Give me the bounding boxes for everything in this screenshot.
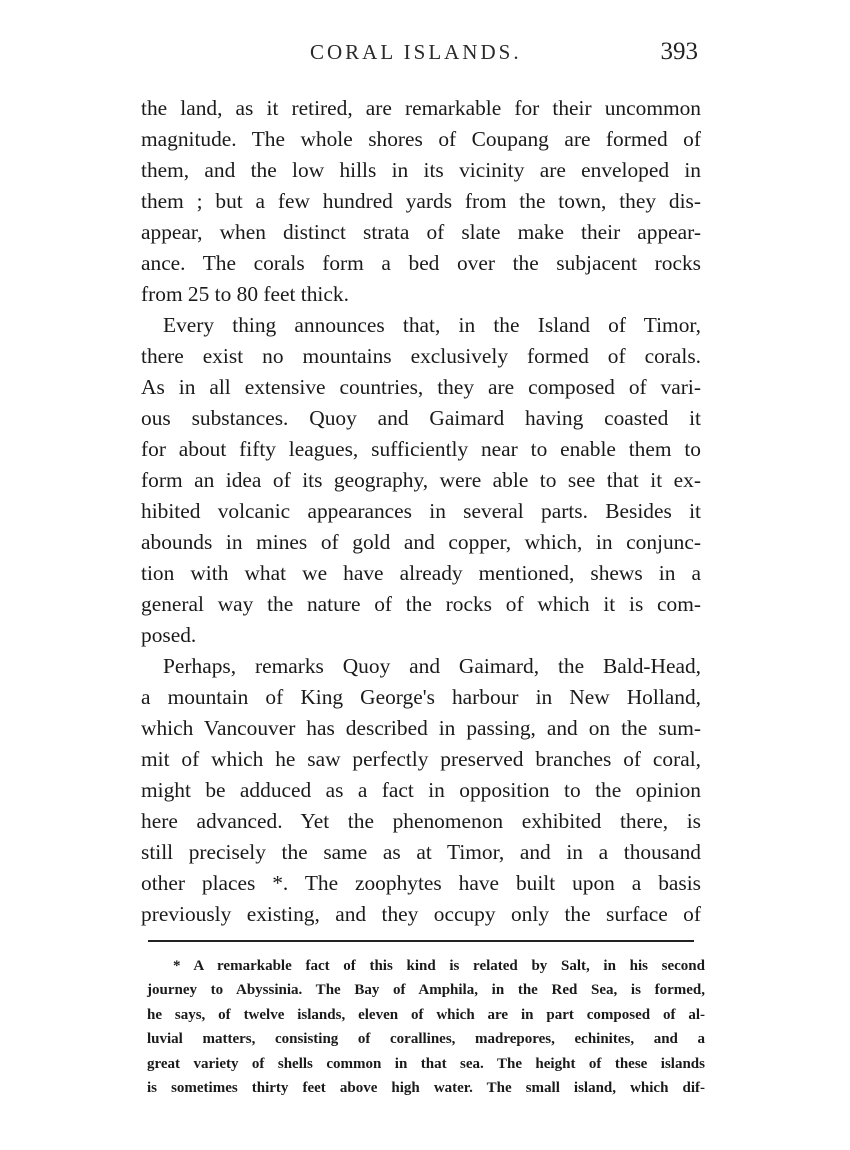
text-line: general way the nature of the rocks of which it is com- <box>141 592 701 616</box>
text-line: abounds in mines of gold and copper, which, in conjunc- <box>141 530 701 554</box>
footnote-line: journey to Abyssinia. The Bay of Amphila, in the Red Sea, is formed, <box>147 982 705 999</box>
footnote-line: he says, of twelve islands, eleven of which are in part composed of al- <box>147 1006 705 1023</box>
text-line: a mountain of King George's harbour in New Holland, <box>141 685 701 709</box>
text-line: might be adduced as a fact in opposition to the opinion <box>141 778 701 802</box>
page-number: 393 <box>660 38 698 65</box>
text-line: ance. The corals form a bed over the subjacent rocks <box>141 251 701 275</box>
text-line: Perhaps, remarks Quoy and Gaimard, the Bald-Head, <box>163 654 701 678</box>
text-line: hibited volcanic appearances in several parts. Besides it <box>141 499 701 523</box>
text-line: As in all extensive countries, they are composed of vari- <box>141 375 701 399</box>
text-line: still precisely the same as at Timor, and in a thousand <box>141 840 701 864</box>
text-line: here advanced. Yet the phenomenon exhibited there, is <box>141 809 701 833</box>
body-text <box>141 93 701 930</box>
footnote-line: * A remarkable fact of this kind is related by Salt, in his second <box>173 958 705 974</box>
footnote-line: great variety of shells common in that sea. The height of these islands <box>147 1055 705 1072</box>
text-line: the land, as it retired, are remarkable for their uncommon <box>141 96 701 120</box>
footnote <box>147 954 705 1100</box>
running-head <box>140 40 710 76</box>
text-line: ous substances. Quoy and Gaimard having coasted it <box>141 406 701 430</box>
text-line: other places *. The zoophytes have built upon a basis <box>141 871 701 895</box>
text-line: magnitude. The whole shores of Coupang are formed of <box>141 127 701 151</box>
footnote-rule <box>148 940 694 942</box>
text-line: tion with what we have already mentioned, shews in a <box>141 561 701 585</box>
text-line: which Vancouver has described in passing, and on the sum- <box>141 716 701 740</box>
text-line: them ; but a few hundred yards from the town, they dis- <box>141 189 701 213</box>
text-line: for about fifty leagues, sufficiently near to enable them to <box>141 437 701 461</box>
text-line: them, and the low hills in its vicinity are enveloped in <box>141 158 701 182</box>
text-line: there exist no mountains exclusively formed of corals. <box>141 344 701 368</box>
text-line: form an idea of its geography, were able to see that it ex- <box>141 468 701 492</box>
running-title: CORAL ISLANDS. <box>310 40 522 64</box>
text-line: appear, when distinct strata of slate make their appear- <box>141 220 701 244</box>
text-line: from 25 to 80 feet thick. <box>141 282 349 306</box>
text-line: mit of which he saw perfectly preserved branches of coral, <box>141 747 701 771</box>
footnote-line: is sometimes thirty feet above high water. The small island, which dif- <box>147 1079 705 1096</box>
text-line: previously existing, and they occupy only the surface of <box>141 902 701 926</box>
text-line: posed. <box>141 623 197 647</box>
footnote-line: luvial matters, consisting of corallines, madrepores, echinites, and a <box>147 1031 705 1048</box>
text-line: Every thing announces that, in the Island of Timor, <box>163 313 701 337</box>
